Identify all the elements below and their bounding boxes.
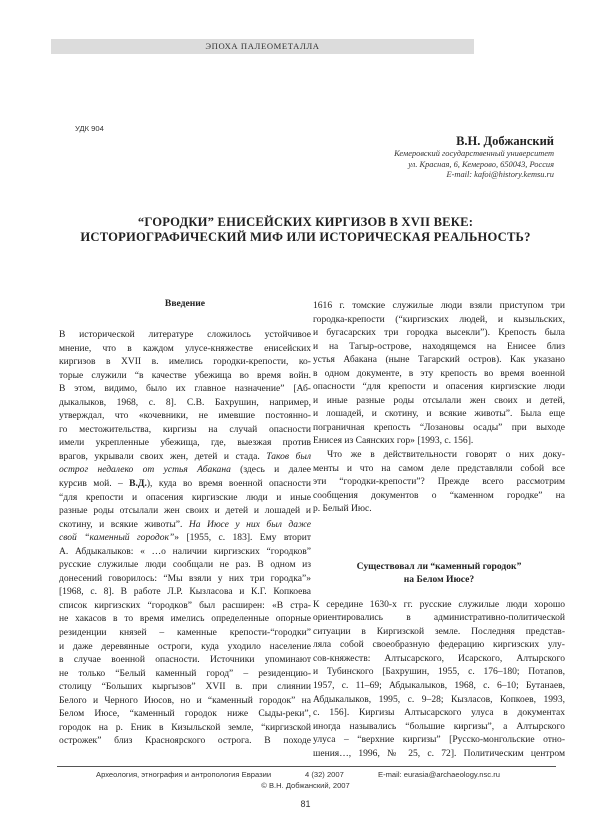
- text-line: го местожительства, киргизы на случай опасности: [59, 423, 311, 435]
- text-line: русские служилые люди сообщали не раз. В одном из: [59, 559, 311, 571]
- text-line: пограничная крепость “Лозановы осады” при выходе: [313, 421, 565, 433]
- italic-fragment: острог недалеко от устья Абакана: [59, 464, 231, 476]
- text-line: устья Абакана (ныне Тагарский остров). Как указано: [313, 354, 565, 366]
- text-line: [59, 463, 311, 477]
- text-line: сообщения документов о “каменном городке” на: [313, 489, 565, 501]
- text-line: [59, 477, 311, 491]
- text-line: имели укрепленные убежища, где, выезжая против: [59, 437, 311, 449]
- footer-email: E-mail: eurasia@archaeology.nsc.ru: [378, 770, 500, 779]
- text-line: улуса – “верхние киргизы” [Русско-монгольские отно-: [313, 734, 565, 746]
- text-line: сов-княжеств: Алтысарского, Исарского, Алтырского: [313, 652, 565, 664]
- italic-fragment: На Июсе у них был даже: [188, 518, 311, 530]
- text-line: Что же в действительности говорят о них доку-: [327, 449, 565, 461]
- heading-line-2: на Белом Июсе?: [403, 573, 475, 585]
- text-line: [1968, с. 8]. В работе Л.Р. Кызласова и К.Г. Копкоева: [59, 586, 311, 598]
- title-line-1: “ГОРОДКИ” ЕНИСЕЙСКИХ КИРГИЗОВ В XVII ВЕКЕ:: [137, 215, 474, 229]
- text-line: столицу “Больших кыргызов” XVII в. при слиянии: [59, 681, 311, 693]
- text-fragment: скотину, и всякие животы”.: [59, 518, 183, 530]
- text-line: [59, 531, 311, 545]
- text-line: Белого и Черного Июсов, но и “каменный городок” на: [59, 694, 311, 706]
- footer-divider: [57, 766, 556, 767]
- text-line: Абдыкалыков, 1995, с. 9–28; Кызласов, Копкоев, 1993,: [313, 693, 565, 705]
- text-fragment: (здесь и далее: [240, 464, 311, 476]
- author-email: E-mail: kafoi@history.kemsu.ru: [446, 170, 554, 180]
- paragraph-1: [313, 299, 565, 448]
- footer-copyright: © В.Н. Добжанский, 2007: [261, 781, 350, 790]
- section-heading-introduction: Введение: [164, 298, 206, 309]
- text-line: и лошадей, и скотину, и всякие животы”. Была еще: [313, 408, 565, 420]
- text-line: не хакасов в то время имелись определенные опорные: [59, 613, 311, 625]
- text-line: ориентировались в административно-политической: [313, 612, 565, 624]
- right-column: [313, 299, 565, 760]
- text-line: в одном документе, в эту крепость во время военной: [313, 367, 565, 379]
- title-line-2: ИСТОРИОГРАФИЧЕСКИЙ МИФ ИЛИ ИСТОРИЧЕСКАЯ РЕАЛЬНОСТЬ?: [80, 230, 531, 244]
- text-line: донесений говорилось: “Мы взяли у них три городка”»: [59, 572, 311, 584]
- text-line: 1957, с. 11–69; Абдыкалыков, 1968, с. 6–10; Бутанаев,: [313, 680, 565, 692]
- italic-fragment: свой “каменный городок”: [59, 532, 175, 544]
- text-line: и на Тагыр-острове, находящемся на Енисее близ: [313, 340, 565, 352]
- text-line: и даже деревянные остроги, куда уходило население: [59, 640, 311, 652]
- text-line: городка-крепости (“киргизских людей, и кызыльских,: [313, 313, 565, 325]
- footer-journal-name: Археология, этнография и антропология Евразии: [96, 770, 272, 779]
- udk-code: УДК 904: [75, 124, 104, 133]
- text-line: р. Белый Июс.: [313, 503, 372, 515]
- section-title: ЭПОХА ПАЛЕОМЕТАЛЛА: [205, 41, 320, 51]
- text-fragment: » [1955, с. 183]. Ему вторит: [174, 532, 311, 544]
- text-line: разные роды отсылали жен своих и детей и лошадей и: [59, 505, 311, 517]
- text-line: 1616 г. томские служилые люди взяли приступом три: [313, 300, 565, 311]
- text-line: городок на р. Еник в Кизыльской земле, “киргизской: [59, 721, 311, 733]
- article-title: [40, 215, 571, 245]
- section-heading-white-iyus: [313, 560, 565, 586]
- author-affiliation: Кемеровский государственный университет: [394, 149, 554, 158]
- text-line: эти “городки-крепости”? Прежде всего рассмотрим: [313, 476, 565, 488]
- text-line: и иные разные роды отсылали жен своих и детей,: [313, 394, 565, 406]
- text-line: торые служили “в качестве убежища во время войн.: [59, 369, 311, 381]
- paragraph-3: [313, 598, 565, 761]
- text-line: мнение, что в каждом улусе-княжестве енисейских: [59, 342, 311, 354]
- author-address: ул. Красная, 6, Кемерово, 650043, Россия: [408, 159, 554, 169]
- text-line: резиденции князей – каменные крепости-“городки”: [59, 627, 311, 639]
- text-line: дыкалыков, 1968, с. 8]. С.В. Бахрушин, например,: [59, 396, 311, 408]
- text-line: менты и что на самом деле представляли собой все: [313, 462, 565, 474]
- text-line: список киргизских “городков” был расширен: «В стра-: [59, 599, 311, 611]
- text-line: опасности “для крепости и опасения киргизские люди: [313, 381, 565, 393]
- text-line: шения…, 1996, № 25, с. 72]. Политическим центром: [313, 747, 565, 759]
- text-line: В исторической литературе сложилось устойчивое: [59, 329, 311, 340]
- italic-fragment: Таков был: [266, 450, 311, 462]
- text-line: в случае военной опасности. Источники упоминают: [59, 654, 311, 666]
- text-line: [59, 450, 311, 464]
- text-line: ляла собой своеобразную федерацию киргизских улу-: [313, 639, 565, 651]
- text-fragment: врагов, укрывали своих жен, детей и стада.: [59, 450, 260, 462]
- author-block: [394, 134, 554, 181]
- text-line: и Тубинского [Бахрушин, 1955, с. 176–180; Потапов,: [313, 666, 565, 678]
- text-line: ситуации в Киргизской земле. Последняя представ-: [313, 625, 565, 637]
- bold-initials: В.Д.: [129, 478, 147, 490]
- text-line: К середине 1630-х гг. русские служилые люди хорошо: [313, 598, 565, 610]
- text-line: острожек” близ Красноярского острога. В походе: [59, 735, 311, 747]
- text-fragment: курсив мой. –: [59, 478, 123, 490]
- text-line: В этом, видимо, было их главное назначение” [Аб-: [59, 383, 311, 395]
- text-line: Енисея из Саянских гор» [1993, с. 156].: [313, 435, 474, 447]
- text-line: с. 156]. Киргизы Алтысарского улуса в документах: [313, 707, 565, 719]
- author-name: В.Н. Добжанский: [456, 134, 554, 148]
- text-line: утверждал, что «кочевники, не имевшие постоянно-: [59, 410, 311, 422]
- section-header-band: [51, 39, 474, 54]
- footer-issue: 4 (32) 2007: [305, 770, 344, 779]
- text-line: не только “Белый каменный город” – резиденцию-: [59, 667, 311, 679]
- text-line: иногда назывались “большие киргизы”, а Алтырского: [313, 720, 565, 732]
- text-line: Белом Июсе, “каменный городок ниже Сыды-реки”,: [59, 708, 311, 720]
- text-fragment: ), куда во время военной опасности: [146, 478, 311, 490]
- text-line: А. Абдыкалыков: « …о наличии киргизских “городков”: [59, 545, 311, 557]
- text-line: “для крепости и опасения киргизские люди и иные: [59, 491, 311, 503]
- left-column: [59, 297, 311, 748]
- paragraph-2: [313, 448, 565, 516]
- intro-paragraph: [59, 328, 311, 748]
- text-line: [59, 518, 311, 532]
- page-number: 81: [300, 799, 311, 809]
- text-line: киргизов в XVII в. имелись городки-крепости, ко-: [59, 356, 311, 368]
- heading-line-1: Существовал ли “каменный городок”: [356, 560, 522, 572]
- text-line: и бугасарских три городка высекли”). Крепость была: [313, 327, 565, 339]
